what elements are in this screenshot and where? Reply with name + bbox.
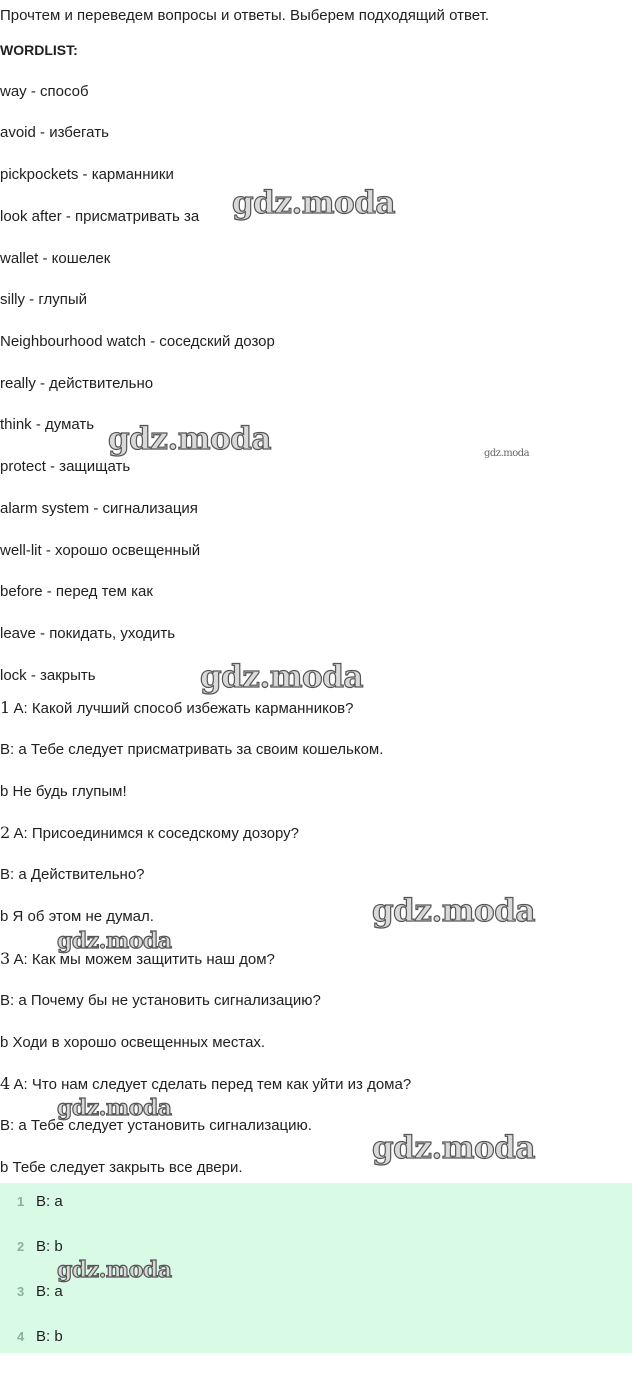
intro-text: Прочтем и переведем вопросы и ответы. Выберем подходящий ответ. — [0, 7, 490, 24]
wordlist-item: think - думать — [0, 416, 95, 433]
wordlist-item: really - действительно — [0, 375, 154, 392]
option-b: b Ходи в хорошо освещенных местах. — [0, 1034, 266, 1051]
question-number: 3 — [0, 949, 11, 968]
wordlist-item: protect - защищать — [0, 458, 131, 475]
question-line — [0, 698, 353, 719]
option-a: B: a Действительно? — [0, 866, 145, 883]
wordlist-item: Neighbourhood watch - соседский дозор — [0, 333, 275, 350]
question-text: A: Что нам следует сделать перед тем как уйти из дома? — [13, 1076, 412, 1093]
question-number: 2 — [0, 823, 11, 842]
watermark: gdz.moda — [57, 928, 172, 954]
question-text: A: Какой лучший способ избежать карманников? — [13, 700, 354, 717]
option-a: B: a Тебе следует установить сигнализацию. — [0, 1117, 312, 1134]
question-line — [0, 1074, 411, 1095]
wordlist-item: silly - глупый — [0, 291, 88, 308]
answer-text: B: a — [36, 1283, 63, 1300]
watermark: gdz.moda — [372, 893, 535, 929]
wordlist-item: lock - закрыть — [0, 667, 96, 684]
answer-text: B: b — [36, 1238, 63, 1255]
question-line — [0, 949, 275, 970]
question-number: 4 — [0, 1074, 11, 1093]
option-a: B: a Почему бы не установить сигнализацию? — [0, 992, 321, 1009]
watermark: gdz.moda — [57, 1095, 172, 1121]
answers-panel — [0, 1183, 632, 1353]
answer-text: B: a — [36, 1193, 63, 1210]
question-line — [0, 823, 299, 844]
wordlist-title: WORDLIST: — [0, 42, 78, 58]
question-number: 1 — [0, 698, 11, 717]
wordlist-item: before - перед тем как — [0, 583, 153, 600]
answer-number: 4 — [17, 1329, 25, 1344]
watermark: gdz.moda — [484, 448, 530, 459]
watermark: gdz.moda — [232, 185, 395, 221]
answer-number: 1 — [17, 1194, 25, 1209]
wordlist-item: way - способ — [0, 83, 89, 100]
wordlist-item: wallet - кошелек — [0, 250, 111, 267]
watermark: gdz.moda — [57, 1257, 172, 1283]
answer-number: 3 — [17, 1284, 25, 1299]
watermark: gdz.moda — [372, 1130, 535, 1166]
wordlist-item: look after - присматривать за — [0, 208, 200, 225]
wordlist-item: well-lit - хорошо освещенный — [0, 542, 201, 559]
wordlist-item: leave - покидать, уходить — [0, 625, 176, 642]
watermark: gdz.moda — [200, 659, 363, 695]
wordlist-item: pickpockets - карманники — [0, 166, 174, 183]
option-b: b Тебе следует закрыть все двери. — [0, 1159, 243, 1176]
answer-number: 2 — [17, 1239, 25, 1254]
question-text: A: Присоединимся к соседскому дозору? — [13, 825, 300, 842]
option-a: B: a Тебе следует присматривать за своим кошельком. — [0, 741, 384, 758]
question-text: A: Как мы можем защитить наш дом? — [13, 951, 275, 968]
answer-text: B: b — [36, 1328, 63, 1345]
wordlist-item: alarm system - сигнализация — [0, 500, 198, 517]
wordlist-item: avoid - избегать — [0, 124, 109, 141]
option-b: b Не будь глупым! — [0, 783, 127, 800]
option-b: b Я об этом не думал. — [0, 908, 154, 925]
watermark: gdz.moda — [108, 421, 271, 457]
